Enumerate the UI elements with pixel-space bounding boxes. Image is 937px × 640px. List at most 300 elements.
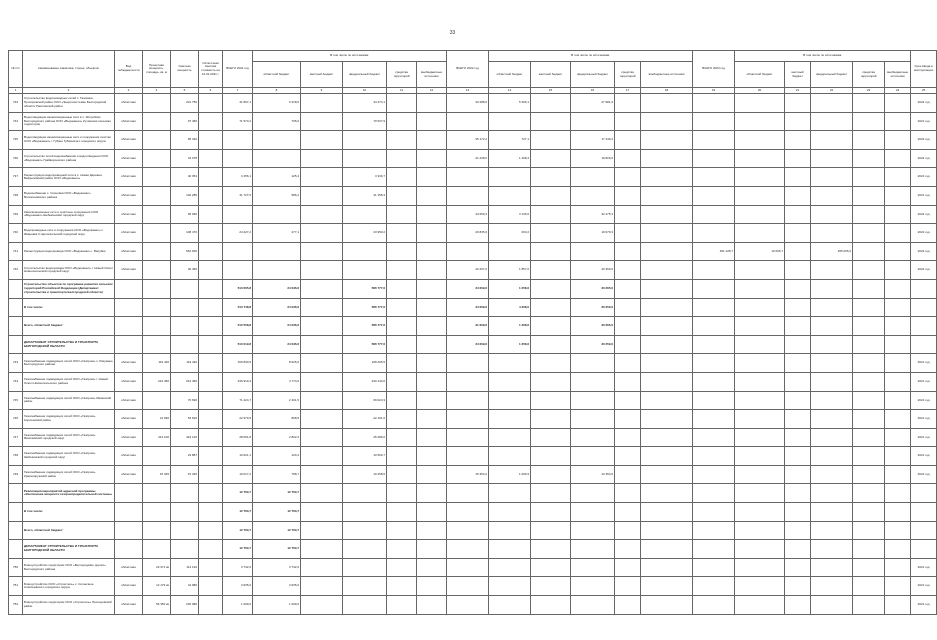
- cell-m23: [853, 94, 885, 113]
- cell-e23: [885, 317, 911, 336]
- cell-f21: 108 205,5: [343, 354, 387, 373]
- cell-r23: 10 066,7: [735, 242, 785, 261]
- cell-r22: [489, 186, 531, 205]
- cell-t23: [693, 428, 735, 447]
- cell-name: Газоснабжение подводящих сетей ООО «Газпром» Шебекинский городской округ: [23, 447, 115, 466]
- cell-t21: [223, 131, 253, 150]
- cell-l21: [301, 596, 343, 615]
- cell-f22: [571, 391, 615, 410]
- cell-t23: [693, 94, 735, 113]
- cell-m23: [853, 224, 885, 243]
- cell-r23: [735, 484, 785, 503]
- cell-t22: [447, 540, 489, 559]
- cell-e23: [885, 428, 911, 447]
- cell-t22: [447, 484, 489, 503]
- header-extrabudget-2021: внебюджетные источники: [417, 62, 447, 88]
- cell-type: областная: [115, 447, 143, 466]
- cell-l23: [785, 577, 811, 596]
- cell-name: Газоснабжение подводящих сетей ООО «Газпром» Корочанский район: [23, 410, 115, 429]
- cell-e21: [417, 224, 447, 243]
- cell-m22: [615, 205, 641, 224]
- cell-cap: [143, 261, 171, 280]
- cell-type: [115, 503, 143, 522]
- header-no: № п/п: [9, 51, 23, 88]
- header-federal-2023: федеральный бюджет: [811, 62, 853, 88]
- column-number: 15: [531, 88, 571, 94]
- cell-e23: [885, 391, 911, 410]
- cell-e21: [417, 428, 447, 447]
- header-sources-2022: В том числе по источникам:: [489, 51, 693, 62]
- cell-type: [115, 335, 143, 354]
- cell-name: Благоустройство ООО «Строитель» с. Солнечное Алексеевского городского округа: [23, 577, 115, 596]
- cell-smeta: 23 887: [171, 447, 199, 466]
- cell-e23: [885, 465, 911, 484]
- cell-m23: [853, 540, 885, 559]
- cell-t22: [447, 596, 489, 615]
- cell-f23: [811, 540, 853, 559]
- cell-cap: 414 100: [143, 428, 171, 447]
- cell-term: 2022 год: [911, 261, 937, 280]
- cell-no: 749: [9, 465, 23, 484]
- cell-no: 752: [9, 596, 23, 615]
- table-row: [9, 465, 937, 484]
- cell-e22: [641, 484, 693, 503]
- cell-m22: [615, 465, 641, 484]
- cell-f21: 25 289,6: [343, 428, 387, 447]
- cell-e21: [417, 279, 447, 298]
- cell-f23: [811, 335, 853, 354]
- cell-m22: [615, 279, 641, 298]
- cell-t22: [447, 372, 489, 391]
- cell-r21: 1 009,0: [253, 596, 301, 615]
- cell-r22: [489, 540, 531, 559]
- cell-f22: [571, 484, 615, 503]
- cell-e21: [417, 447, 447, 466]
- cell-f23: [811, 372, 853, 391]
- column-number: 23: [853, 88, 885, 94]
- cell-t22: [447, 447, 489, 466]
- cell-f21: 22 101,0: [343, 410, 387, 429]
- cell-r21: 120,4: [253, 447, 301, 466]
- cell-l23: [785, 149, 811, 168]
- cell-l23: [785, 317, 811, 336]
- cell-f21: 70 537,9: [343, 112, 387, 131]
- cell-e21: [417, 372, 447, 391]
- cell-smeta: 97 450: [171, 112, 199, 131]
- cell-r23: [735, 94, 785, 113]
- cell-smeta: 15 345: [171, 465, 199, 484]
- cell-m22: [615, 298, 641, 317]
- cell-type: областная: [115, 131, 143, 150]
- cell-f23: 455 006,0: [811, 242, 853, 261]
- table-row: [9, 447, 937, 466]
- cell-type: областная: [115, 261, 143, 280]
- cell-smeta: [171, 279, 199, 298]
- cell-m23: [853, 410, 885, 429]
- cell-term: [911, 335, 937, 354]
- cell-m22: [615, 168, 641, 187]
- cell-t23: [693, 391, 735, 410]
- cell-m21: [387, 484, 417, 503]
- cell-l21: [301, 261, 343, 280]
- cell-r21: [253, 242, 301, 261]
- cell-e23: [885, 447, 911, 466]
- cell-smeta: 244 450: [171, 372, 199, 391]
- cell-e22: [641, 261, 693, 280]
- cell-r21: 3 635,0: [253, 577, 301, 596]
- cell-smeta: 108 470: [171, 224, 199, 243]
- cell-t23: [693, 558, 735, 577]
- cell-smeta: 70 690: [171, 391, 199, 410]
- table-row: [9, 596, 937, 615]
- cell-l23: [785, 428, 811, 447]
- column-number: 25: [911, 88, 937, 94]
- cell-l21: [301, 410, 343, 429]
- cell-t22: 21 238,0: [447, 149, 489, 168]
- cell-t21: 106 830,5: [223, 354, 253, 373]
- cell-l23: [785, 521, 811, 540]
- cell-f22: [571, 558, 615, 577]
- cell-e22: [641, 447, 693, 466]
- cell-ost: [199, 596, 223, 615]
- cell-m22: [615, 112, 641, 131]
- cell-f21: [343, 484, 387, 503]
- column-number: 5: [171, 88, 199, 94]
- cell-t21: 71 573,2: [223, 112, 253, 131]
- cell-m21: [387, 391, 417, 410]
- cell-l22: [531, 224, 571, 243]
- cell-e21: [417, 596, 447, 615]
- cell-cap: 12 179 кв: [143, 577, 171, 596]
- cell-r22: 727,1: [489, 131, 531, 150]
- cell-l21: [301, 484, 343, 503]
- cell-t22: [447, 168, 489, 187]
- cell-smeta: 44 980: [171, 577, 199, 596]
- cell-cap: 15 345: [143, 465, 171, 484]
- cell-term: [911, 279, 937, 298]
- cell-r22: [489, 168, 531, 187]
- cell-f23: [811, 503, 853, 522]
- cell-name: ДЕПАРТАМЕНТ СТРОИТЕЛЬСТВА И ТРАНСПОРТА БЕЛГОРОДСКОЙ ОБЛАСТИ: [23, 335, 115, 354]
- cell-t23: [693, 131, 735, 150]
- cell-type: областная: [115, 205, 143, 224]
- cell-r21: 705,0: [253, 112, 301, 131]
- cell-l23: [785, 279, 811, 298]
- cell-l21: [301, 242, 343, 261]
- cell-smeta: 114 120: [171, 558, 199, 577]
- cell-e23: [885, 577, 911, 596]
- cell-no: 739: [9, 205, 23, 224]
- cell-no: [9, 317, 23, 336]
- cell-cap: [143, 521, 171, 540]
- cell-l22: [531, 186, 571, 205]
- cell-l22: [531, 577, 571, 596]
- cell-f23: [811, 186, 853, 205]
- column-number: 2: [23, 88, 115, 94]
- cell-cap: [143, 317, 171, 336]
- table-row: [9, 354, 937, 373]
- cell-l21: [301, 540, 343, 559]
- cell-r22: [489, 521, 531, 540]
- cell-t21: [223, 242, 253, 261]
- cell-term: 2022 год: [911, 131, 937, 150]
- cell-r22: [489, 558, 531, 577]
- cell-m22: [615, 131, 641, 150]
- cell-l22: [531, 410, 571, 429]
- cell-r21: [253, 131, 301, 150]
- cell-f22: 32 475,3: [571, 205, 615, 224]
- cell-l22: [531, 335, 571, 354]
- cell-l22: [531, 484, 571, 503]
- cell-f22: 10 354,5: [571, 465, 615, 484]
- cell-ost: [199, 317, 223, 336]
- cell-ost: [199, 224, 223, 243]
- cell-r22: 1 358,6: [489, 335, 531, 354]
- cell-m23: [853, 317, 885, 336]
- cell-f21: [343, 131, 387, 150]
- cell-type: областная: [115, 391, 143, 410]
- cell-t22: [447, 577, 489, 596]
- cell-f22: [571, 186, 615, 205]
- cell-t21: [223, 205, 253, 224]
- cell-r22: [489, 484, 531, 503]
- cell-r22: [489, 242, 531, 261]
- cell-cap: [143, 447, 171, 466]
- cell-l22: [531, 298, 571, 317]
- cell-m23: [853, 577, 885, 596]
- cell-term: 2021 год: [911, 186, 937, 205]
- cell-t21: 10 017,2: [223, 465, 253, 484]
- cell-l21: [301, 279, 343, 298]
- cell-term: 2021 год: [911, 596, 937, 615]
- cell-name: Реконструкция водопроводной сети в с. Новая Деревня, Вейделевский район ООО «Водоканал»: [23, 168, 115, 187]
- cell-e22: [641, 410, 693, 429]
- cell-ost: [199, 428, 223, 447]
- cell-name: Водоотводящие канализационные сети в с. Ястребово Белгородского района ООО «Водоканал» Кучинская сельская территория: [23, 112, 115, 131]
- cell-e23: [885, 168, 911, 187]
- cell-f21: 3 330,7: [343, 168, 387, 187]
- cell-cap: 119 440: [143, 354, 171, 373]
- header-regional-2023: областной бюджет: [735, 62, 785, 88]
- table-row: [9, 410, 937, 429]
- cell-ost: [199, 261, 223, 280]
- cell-t21: 236 919,3: [223, 372, 253, 391]
- cell-cap: [143, 298, 171, 317]
- cell-f21: [343, 242, 387, 261]
- cell-cap: [143, 335, 171, 354]
- cell-f22: [571, 596, 615, 615]
- cell-t21: 3 742,0: [223, 558, 253, 577]
- cell-l23: [785, 410, 811, 429]
- cell-m21: [387, 372, 417, 391]
- cell-f21: 34 474,1: [343, 94, 387, 113]
- cell-l22: [531, 131, 571, 150]
- cell-f21: [343, 521, 387, 540]
- cell-f23: [811, 205, 853, 224]
- cell-f22: [571, 112, 615, 131]
- cell-m22: [615, 540, 641, 559]
- cell-name: Всего, областной бюджет:: [23, 521, 115, 540]
- cell-f21: 10 500,7: [343, 447, 387, 466]
- cell-ost: [199, 298, 223, 317]
- cell-m23: [853, 242, 885, 261]
- cell-t23: [693, 224, 735, 243]
- cell-smeta: [171, 317, 199, 336]
- cell-ost: [199, 447, 223, 466]
- cell-m21: [387, 205, 417, 224]
- cell-f23: [811, 279, 853, 298]
- cell-l23: [785, 261, 811, 280]
- cell-ost: [199, 131, 223, 150]
- cell-e22: [641, 521, 693, 540]
- cell-r23: [735, 372, 785, 391]
- cell-r21: 2 802,2: [253, 428, 301, 447]
- cell-smeta: 54 520: [171, 410, 199, 429]
- cell-t21: 3 635,0: [223, 577, 253, 596]
- cell-r23: [735, 205, 785, 224]
- cell-t22: 20 835,0: [447, 224, 489, 243]
- cell-name: Строительство водопровода ООО «Водоканал» г. Новый Оскол Новооскольский городской округ: [23, 261, 115, 280]
- cell-e23: [885, 558, 911, 577]
- summary-row: [9, 279, 937, 298]
- cell-l22: [531, 94, 571, 113]
- cell-e22: [641, 168, 693, 187]
- cell-m22: [615, 186, 641, 205]
- cell-f22: [571, 372, 615, 391]
- cell-r23: [735, 410, 785, 429]
- cell-t23: [693, 540, 735, 559]
- cell-r23: [735, 224, 785, 243]
- cell-f22: [571, 447, 615, 466]
- cell-l21: [301, 224, 343, 243]
- cell-type: областная: [115, 428, 143, 447]
- cell-m23: [853, 521, 885, 540]
- cell-e22: [641, 354, 693, 373]
- cell-e23: [885, 335, 911, 354]
- cell-smeta: 100 280: [171, 186, 199, 205]
- cell-t22: [447, 503, 489, 522]
- cell-l23: [785, 335, 811, 354]
- cell-f21: 23 950,2: [343, 224, 387, 243]
- cell-f22: [571, 540, 615, 559]
- cell-r23: [735, 465, 785, 484]
- table-row: [9, 131, 937, 150]
- cell-t22: 33 288,0: [447, 94, 489, 113]
- cell-m22: [615, 391, 641, 410]
- summary-row: [9, 521, 937, 540]
- cell-l21: [301, 205, 343, 224]
- column-number: 20: [735, 88, 785, 94]
- cell-m23: [853, 131, 885, 150]
- header-extrabudget-2022: внебюджетные источники: [641, 62, 693, 88]
- cell-e23: [885, 205, 911, 224]
- cell-f22: 30 265,0: [571, 317, 615, 336]
- cell-no: [9, 279, 23, 298]
- cell-r21: 125,4: [253, 168, 301, 187]
- cell-ost: [199, 354, 223, 373]
- cell-no: 750: [9, 558, 23, 577]
- cell-e21: [417, 410, 447, 429]
- cell-r22: 4 308,0: [489, 298, 531, 317]
- cell-t23: [693, 577, 735, 596]
- cell-term: 2022 год: [911, 465, 937, 484]
- cell-e23: [885, 112, 911, 131]
- cell-t21: 510 558,8: [223, 317, 253, 336]
- cell-ost: [199, 372, 223, 391]
- cell-l22: [531, 391, 571, 410]
- cell-cap: [143, 131, 171, 150]
- cell-m21: [387, 577, 417, 596]
- cell-no: [9, 521, 23, 540]
- cell-m21: [387, 428, 417, 447]
- column-number: 10: [343, 88, 387, 94]
- cell-r23: [735, 298, 785, 317]
- cell-m21: [387, 298, 417, 317]
- cell-t22: [447, 558, 489, 577]
- cell-type: [115, 540, 143, 559]
- cell-name: Водопроводные сети и сооружения ООО «Водоканал» с. Ивановка Старооскольский городской округ: [23, 224, 115, 243]
- cell-t21: 510 748,8: [223, 298, 253, 317]
- cell-r21: [253, 205, 301, 224]
- cell-m21: [387, 131, 417, 150]
- column-number: 17: [615, 88, 641, 94]
- cell-t22: 34 609,6: [447, 298, 489, 317]
- cell-t23: [693, 447, 735, 466]
- cell-r23: [735, 186, 785, 205]
- cell-t22: 31 609,6: [447, 317, 489, 336]
- cell-e23: [885, 131, 911, 150]
- cell-cap: [143, 112, 171, 131]
- cell-m22: [615, 261, 641, 280]
- cell-e21: [417, 205, 447, 224]
- cell-cap: [143, 94, 171, 113]
- cell-m21: [387, 354, 417, 373]
- cell-e21: [417, 391, 447, 410]
- cell-name: Строительство водопроводных сетей с. Газовики-Прохоровский район ООО «Энергосистема» Белгородской области Ракитянский район: [23, 94, 115, 113]
- summary-row: [9, 335, 937, 354]
- header-local-2021: местный бюджет: [301, 62, 343, 88]
- cell-r23: [735, 168, 785, 187]
- cell-e22: [641, 131, 693, 150]
- cell-type: областная: [115, 112, 143, 131]
- header-remaining-cost: Остаточная сметная стоимость на 01.01.2021 г.: [199, 51, 223, 88]
- summary-row: [9, 317, 937, 336]
- cell-term: 2021 год: [911, 577, 937, 596]
- cell-m22: [615, 149, 641, 168]
- cell-name: Газоснабжение подводящих сетей ООО «Газпром» Ивнянский район: [23, 391, 115, 410]
- summary-row: [9, 298, 937, 317]
- investment-table: [8, 50, 937, 615]
- cell-t21: 41 897,1: [223, 94, 253, 113]
- cell-m21: [387, 540, 417, 559]
- page-number: 33: [449, 30, 456, 36]
- table-row: [9, 94, 937, 113]
- cell-type: областная: [115, 186, 143, 205]
- cell-f22: [571, 521, 615, 540]
- cell-t21: 3 456,1: [223, 168, 253, 187]
- cell-r21: 758,7: [253, 465, 301, 484]
- column-number: 13: [447, 88, 489, 94]
- cell-e23: [885, 186, 911, 205]
- cell-e23: [885, 503, 911, 522]
- cell-cap: [143, 391, 171, 410]
- cell-l22: [531, 596, 571, 615]
- cell-term: 2021 год: [911, 391, 937, 410]
- cell-ost: [199, 149, 223, 168]
- cell-f21: [343, 261, 387, 280]
- cell-smeta: 40 450: [171, 261, 199, 280]
- cell-m23: [853, 335, 885, 354]
